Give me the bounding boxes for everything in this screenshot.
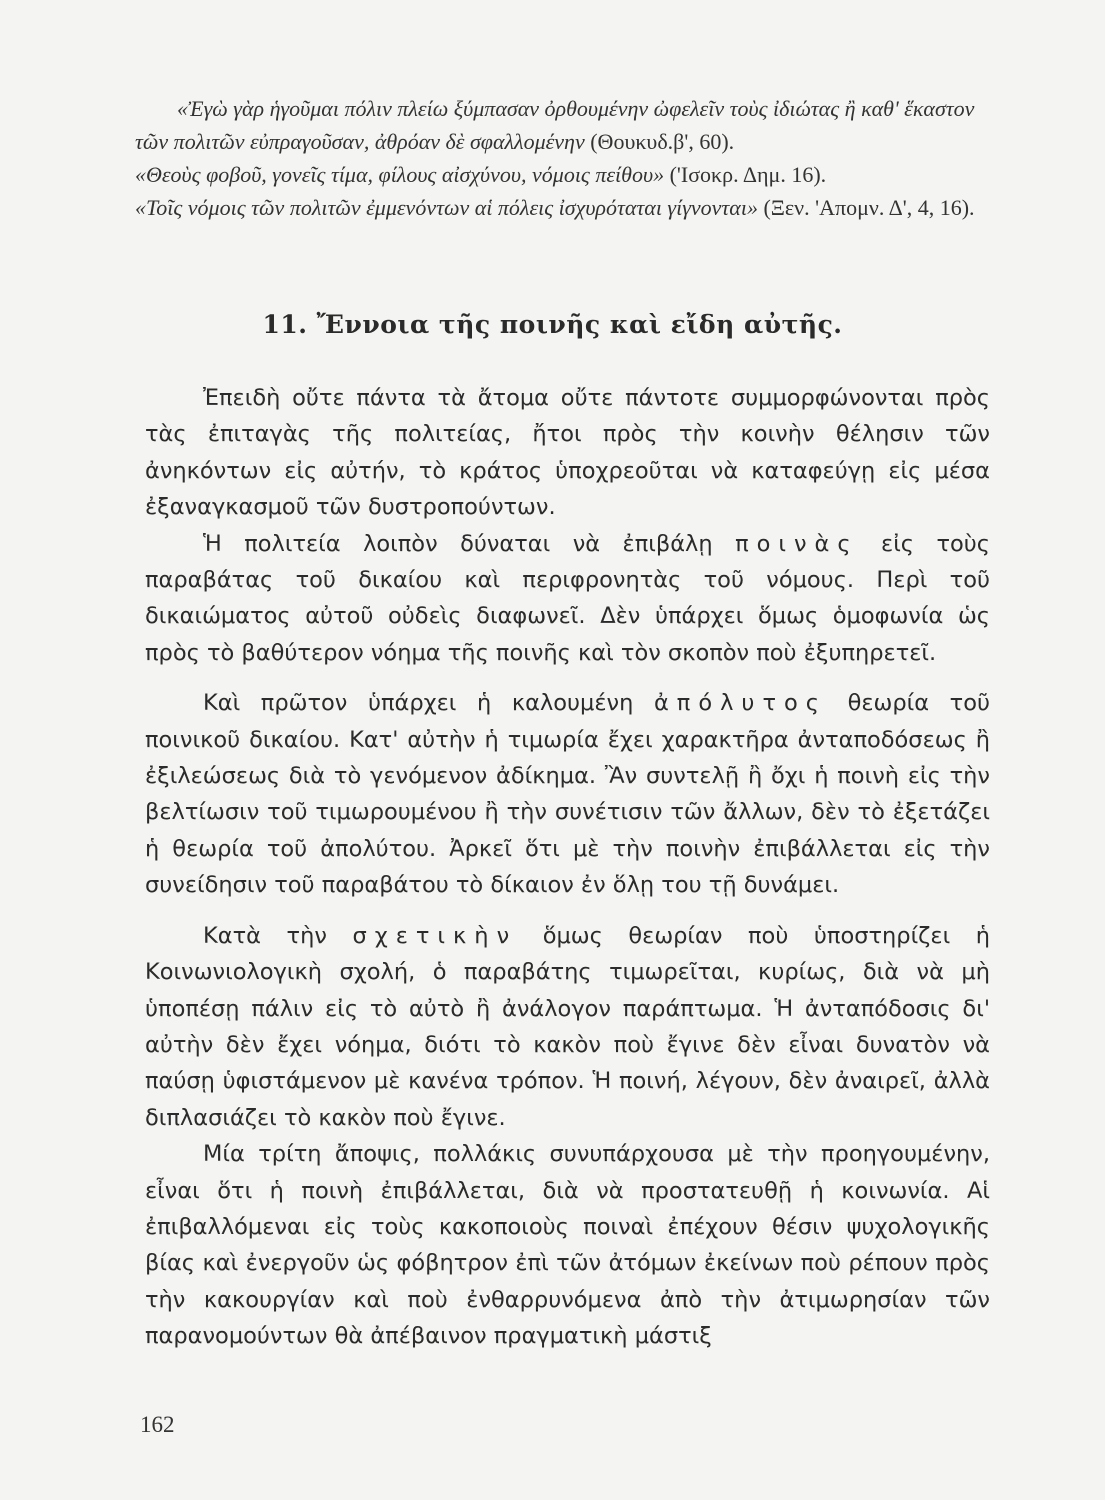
section-heading: 11. Ἔννοια τῆς ποινῆς καὶ εἴδη αὐτῆς. — [262, 310, 843, 339]
paragraph-text: θεωρία τοῦ ποινικοῦ δικαίου. Κατ' αὐτὴν ἡ τιμωρία ἔχει χαρακτῆρα ἀνταποδόσεως ἢ ἐξιλεώσεως διὰ τὸ γενόμενον ἀδίκημα. Ἂν συντελῇ ἢ ὄχι ἡ ποινὴ εἰς τὴν βελτίωσιν τοῦ τιμωρουμένου ἢ τὴν συνέτισιν τῶν ἄλλων, δὲν τὸ ἐξετάζει ἡ θεωρία τοῦ ἀπολύτου. Ἀρκεῖ ὅτι μὲ τὴν ποινὴν ἐπιβάλλεται εἰς τὴν συνείδησιν τοῦ παραβάτου τὸ δίκαιον ἐν ὅλῃ του τῇ δυνάμει. — [145, 690, 991, 899]
quote-text: «Ἐγὼ γὰρ ἡγοῦμαι πόλιν πλείω ξύμπασαν ὀρθουμένην ὠφελεῖν τοὺς ἰδιώτας ἢ καθ' ἕκαστον τῶν πολιτῶν εὐπραγοῦσαν, ἀθρόαν δὲ σφαλλομένην — [135, 96, 975, 154]
spaced-emphasis: ποινὰς — [735, 530, 859, 557]
paragraph — [145, 685, 990, 903]
paragraph-text: εἰς τοὺς παραβάτας τοῦ δικαίου καὶ περιφρονητὰς τοῦ νόμους. Περὶ τοῦ δικαιώματος αὐτοῦ οὐδεὶς διαφωνεῖ. Δὲν ὑπάρχει ὅμως ὁμοφωνία ὡς πρὸς τὸ βαθύτερον νόημα τῆς ποινῆς καὶ τὸν σκοπὸν ποὺ ἐξυπηρετεῖ. — [145, 530, 990, 666]
quote-thucydides — [135, 92, 995, 158]
quote-text: «Τοῖς νόμοις τῶν πολιτῶν ἐμμενόντων αἱ πόλεις ἰσχυρόταται γίγνονται» — [135, 195, 758, 220]
spaced-emphasis: σχετικὴν — [352, 922, 518, 949]
paragraph-text: ὅμως θεωρίαν ποὺ ὑποστηρίζει ἡ Κοινωνιολογικὴ σχολή, ὁ παραβάτης τιμωρεῖται, κυρίως, διὰ νὰ μὴ ὑποπέσῃ πάλιν εἰς τὸ αὐτὸ ἢ ἀνάλογον παράπτωμα. Ἡ ἀνταπόδοσις δι' αὐτὴν δὲν ἔχει νόημα, διότι τὸ κακὸν ποὺ ἔγινε δὲν εἶναι δυνατὸν νὰ παύσῃ ὑφιστάμενον μὲ κανένα τρόπον. Ἡ ποινή, λέγουν, δὲν ἀναιρεῖ, ἀλλὰ διπλασιάζει τὸ κακὸν ποὺ ἔγινε. — [145, 922, 991, 1131]
paragraph-text: Καὶ πρῶτον ὑπάρχει ἡ καλουμένη — [203, 690, 634, 717]
paragraph — [145, 526, 990, 672]
quote-text: «Θεοὺς φοβοῦ, γονεῖς τίμα, φίλους αἰσχύνου, νόμοις πείθου» — [135, 162, 665, 187]
section-body — [145, 380, 990, 1355]
quote-source: (Θουκυδ.β', 60). — [590, 129, 735, 154]
quote-source: ('Ισοκρ. Δημ. 16). — [669, 162, 827, 187]
epigraph-quotes — [135, 92, 995, 224]
quote-source: (Ξεν. 'Απομν. Δ', 4, 16). — [763, 195, 975, 220]
quote-isocrates — [135, 158, 995, 191]
paragraph: Μία τρίτη ἄποψις, πολλάκις συνυπάρχουσα μὲ τὴν προηγουμένην, εἶναι ὅτι ἡ ποινὴ ἐπιβάλλεται, διὰ νὰ προστατευθῇ ἡ κοινωνία. Αἱ ἐπιβαλλόμεναι εἰς τοὺς κακοποιοὺς ποιναὶ ἐπέχουν θέσιν ψυχολογικῆς βίας καὶ ἐνεργοῦν ὡς φόβητρον ἐπὶ τῶν ἀτόμων ἐκείνων ποὺ ρέπουν πρὸς τὴν κακουργίαν καὶ ποὺ ἐνθαρρυνόμενα ἀπὸ τὴν ἀτιμωρησίαν τῶν παρανομούντων θὰ ἀπέβαινον πραγματικὴ μάστιξ — [145, 1141, 990, 1350]
page-number: 162 — [140, 1412, 175, 1437]
quote-xenophon — [135, 191, 995, 224]
spaced-emphasis: ἀπόλυτος — [653, 690, 827, 717]
paragraph-text: Κατὰ τὴν — [203, 922, 327, 949]
paragraph: Ἐπειδὴ οὔτε πάντα τὰ ἄτομα οὔτε πάντοτε συμμορφώνονται πρὸς τὰς ἐπιταγὰς τῆς πολιτείας, ἤτοι πρὸς τὴν κοινὴν θέλησιν τῶν ἀνηκόντων εἰς αὐτήν, τὸ κράτος ὑποχρεοῦται νὰ καταφεύγῃ εἰς μέσα ἐξαναγκασμοῦ τῶν δυστροπούντων. — [145, 385, 990, 521]
paragraph — [145, 918, 990, 1136]
paragraph-text: Ἡ πολιτεία λοιπὸν δύναται νὰ ἐπιβάλῃ — [203, 530, 713, 557]
